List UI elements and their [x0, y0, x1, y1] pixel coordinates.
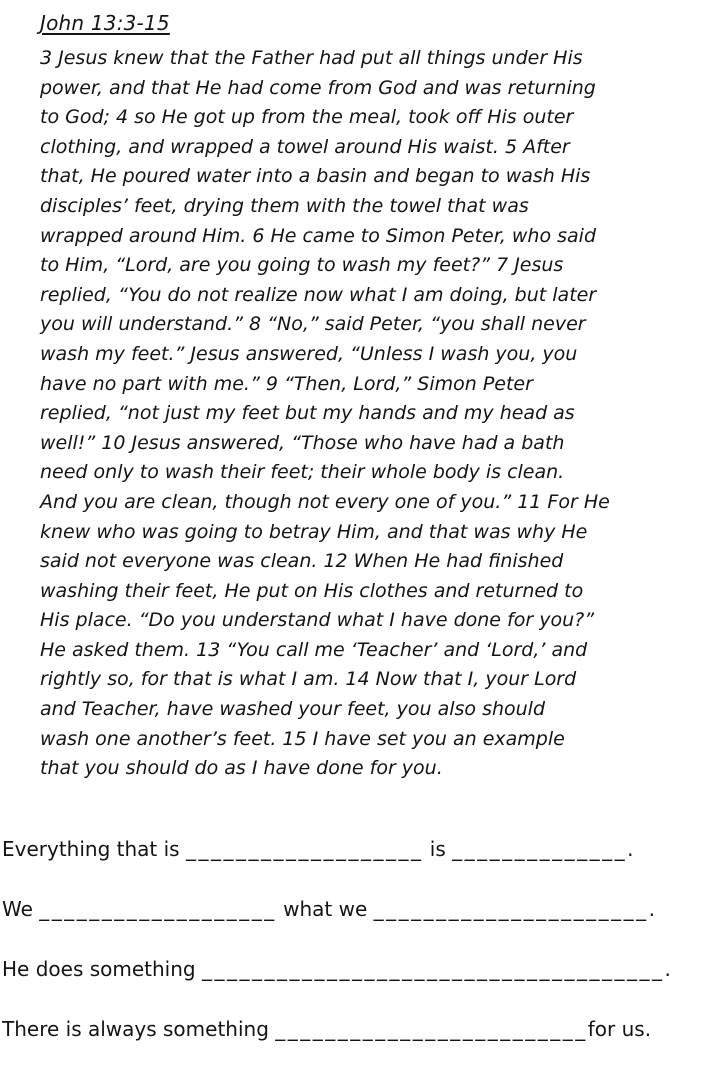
passage-line: that, He poured water into a basin and began to wash His — [40, 165, 591, 188]
passage-line: to Him, “Lord, are you going to wash my feet?” 7 Jesus — [40, 254, 564, 277]
worksheet-page — [0, 8, 704, 1066]
passage-line: washing their feet, He put on His clothes and returned to — [40, 579, 584, 602]
passage-line: And you are clean, though not every one of you.” 11 For He — [40, 490, 610, 513]
answer-blank: _________________________ — [275, 1016, 588, 1041]
statement-text: for us. — [587, 1016, 652, 1041]
passage-line: clothing, and wrapped a towel around His waist. 5 After — [40, 135, 570, 158]
answer-blank: ___________________ — [185, 836, 424, 861]
passage-line: to God; 4 so He got up from the meal, took off His outer — [40, 106, 574, 129]
statement-text: . — [627, 836, 634, 861]
passage-line: rightly so, for that is what I am. 14 Now that I, your Lord — [40, 668, 577, 691]
passage-line: said not everyone was clean. 12 When He had finished — [40, 550, 564, 573]
passage-line: power, and that He had come from God and was returning — [40, 76, 596, 99]
fill-in-statement-4 — [2, 1016, 704, 1042]
answer-blank: ______________________ — [373, 896, 649, 921]
passage-line: well!” 10 Jesus answered, “Those who have had a bath — [40, 431, 565, 454]
passage-line: knew who was going to betray Him, and that was why He — [40, 520, 588, 543]
answer-blank: _____________________________________ — [201, 956, 665, 981]
page-title: John 13:3-15 — [40, 11, 170, 35]
passage — [40, 44, 684, 784]
fill-in-statement-2 — [2, 896, 704, 922]
passage-line: replied, “not just my feet but my hands and my head as — [40, 402, 575, 425]
fill-in-statement-3 — [2, 956, 704, 982]
passage-line: disciples’ feet, drying them with the towel that was — [40, 194, 529, 217]
answer-blank: ______________ — [452, 836, 628, 861]
passage-line: replied, “You do not realize now what I am doing, but later — [40, 283, 597, 306]
passage-line: that you should do as I have done for you. — [40, 757, 443, 780]
answer-blank: ___________________ — [39, 896, 277, 921]
passage-line: wash my feet.” Jesus answered, “Unless I wash you, you — [40, 342, 578, 365]
passage-line: He asked them. 13 “You call me ‘Teacher’ and ‘Lord,’ and — [40, 638, 588, 661]
statement-text: He does something — [2, 956, 202, 981]
fill-in-statement-1 — [2, 836, 704, 862]
statement-text: Everything that is — [2, 836, 186, 861]
passage-line: 3 Jesus knew that the Father had put all things under His — [40, 47, 583, 69]
statement-text: There is always something — [2, 1016, 276, 1041]
questions-section — [2, 836, 704, 1042]
statement-text: is — [423, 836, 453, 861]
passage-line: need only to wash their feet; their whole body is clean. — [40, 461, 565, 484]
passage-line: you will understand.” 8 “No,” said Peter, “you shall never — [40, 313, 586, 336]
passage-line: wash one another’s feet. 15 I have set you an example — [40, 727, 565, 750]
statement-text: . — [664, 956, 671, 981]
passage-line: His place. “Do you understand what I have done for you?” — [40, 609, 595, 632]
passage-line: wrapped around Him. 6 He came to Simon Peter, who said — [40, 224, 597, 247]
passage-line: and Teacher, have washed your feet, you also should — [40, 698, 546, 721]
passage-line: have no part with me.” 9 “Then, Lord,” Simon Peter — [40, 372, 533, 395]
statement-text: . — [648, 896, 655, 921]
statement-text: what we — [276, 896, 374, 921]
statement-text: We — [2, 896, 40, 921]
